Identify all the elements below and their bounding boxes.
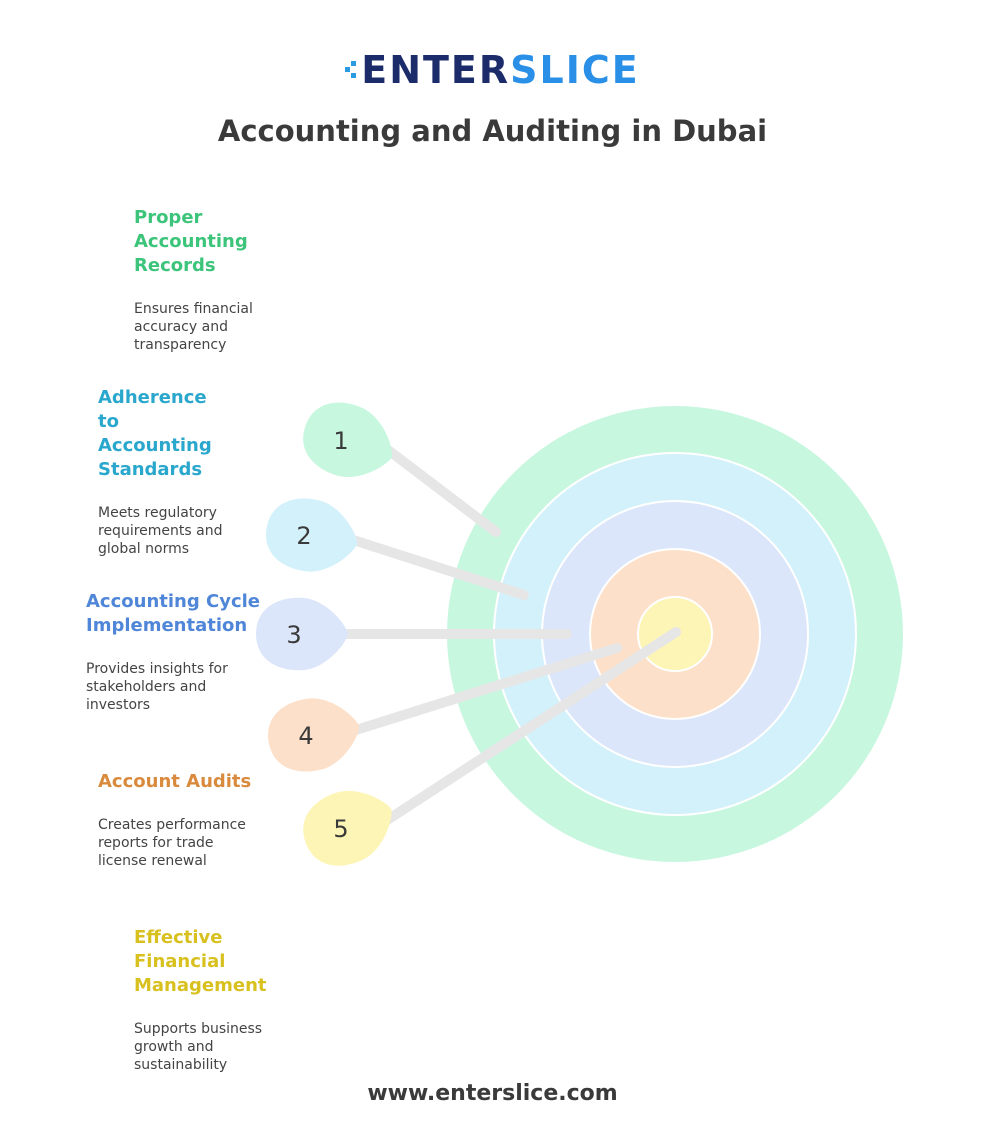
page-title: Accounting and Auditing in Dubai [217,114,768,148]
item-label-4 [98,770,278,870]
item-description-1: Ensures financial accuracy and transparency [134,301,253,353]
item-description-3: Provides insights for stakeholders and investors [86,661,228,713]
item-label-1 [134,206,314,354]
marker-stick-1 [375,440,496,532]
item-label-2 [98,386,248,558]
marker-number-5: 5 [333,815,349,843]
item-description-5: Supports business growth and sustainability [134,1021,263,1073]
marker-5 [292,776,404,878]
item-label-5 [134,926,284,1074]
item-label-3 [86,590,266,714]
footer-url[interactable]: www.enterslice.com [367,1081,618,1106]
marker-shape-3 [256,598,348,670]
item-heading-3: Accounting Cycle Implementation [86,591,260,636]
marker-shape-2 [260,492,363,579]
marker-3 [256,598,348,670]
marker-number-3: 3 [286,621,302,649]
marker-number-2: 2 [296,522,312,550]
item-heading-5: Effective Financial Management [134,927,267,996]
brand-part-2: SLICE [510,48,640,92]
marker-number-1: 1 [333,427,349,455]
marker-number-4: 4 [298,722,314,750]
item-description-2: Meets regulatory requirements and global norms [98,505,223,557]
item-description-4: Creates performance reports for trade license renewal [98,817,246,869]
marker-shape-4 [262,691,365,778]
marker-2 [260,492,363,579]
marker-shape-5 [292,776,404,878]
marker-4 [262,691,365,778]
marker-1 [293,392,404,492]
item-heading-4: Account Audits [98,771,252,792]
marker-shape-1 [293,392,404,492]
brand-part-1: ENTER [361,48,511,92]
item-heading-1: Proper Accounting Records [134,207,248,276]
item-heading-2: Adherence to Accounting Standards [98,387,212,480]
